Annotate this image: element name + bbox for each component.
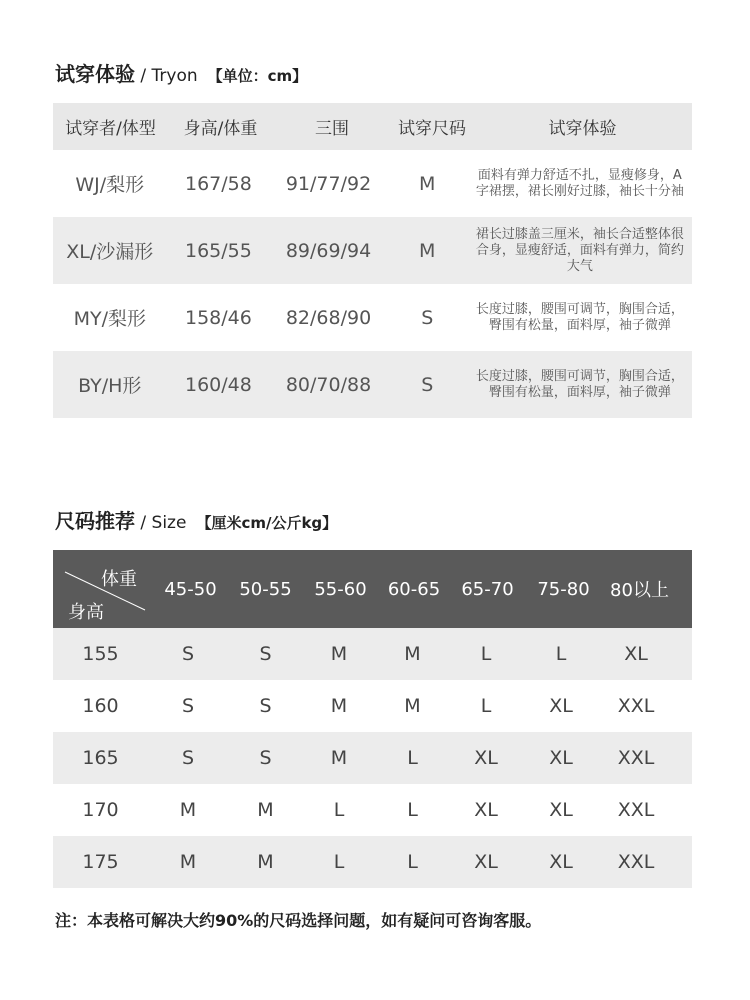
weight-range: 65-70 [461,578,514,600]
size-cell: M [404,643,421,665]
tryon-measurements: 91/77/92 [285,172,372,195]
tryon-header-measurements: 三围 [315,119,349,139]
size-cell: M [257,799,274,821]
size-row [53,732,692,784]
size-cell: L [407,851,418,873]
tryon-header-experience: 试穿体验 [548,119,617,139]
row-height: 155 [82,643,119,665]
size-cell: M [330,643,348,665]
row-height: 170 [82,799,119,821]
tryon-size: M [419,239,436,262]
tryon-row [53,351,692,418]
weight-range: 60-65 [387,578,441,600]
weight-range: 50-55 [239,578,292,600]
tryon-height-weight: 167/58 [184,172,252,195]
size-section-title [55,505,337,534]
tryon-measurements: 80/70/88 [285,373,372,396]
tryon-person: WJ/梨形 [75,174,145,196]
tryon-note: 长度过膝，腰围可调节，胸围合适，臀围有松量，面料厚，袖子微弹 [475,368,684,400]
size-cell: M [179,799,197,821]
footnote: 注：本表格可解决大约90%的尺码选择问题，如有疑问可咨询客服。 [55,911,542,930]
size-cell: XL [549,851,573,873]
size-cell: XL [549,695,573,717]
tryon-subtitle: / Tryon [135,66,198,86]
size-cell: S [259,695,272,717]
size-row [53,680,692,732]
tryon-note: 裙长过膝盖三厘米，袖长合适整体很合身，显瘦舒适，面料有弹力，简约大气 [475,226,684,274]
size-cell: S [259,643,272,665]
weight-range: 80以上 [610,580,669,601]
corner-weight-label: 体重 [101,569,137,590]
size-cell: S [259,747,272,769]
size-cell: L [407,799,418,821]
tryon-height-weight: 160/48 [184,373,252,396]
tryon-size: M [419,172,436,195]
tryon-size: S [421,306,434,329]
size-cell: M [330,747,348,769]
tryon-height-weight: 158/46 [184,306,252,329]
tryon-row [53,217,692,284]
size-cell: M [404,695,421,717]
corner-height-label: 身高 [68,602,104,623]
weight-range: 55-60 [314,578,367,600]
size-cell: XL [549,747,573,769]
size-header-row [53,550,692,628]
size-cell: L [333,851,345,873]
row-height: 165 [82,747,119,769]
size-cell: XL [474,851,498,873]
size-cell: L [480,643,492,665]
tryon-size: S [421,373,434,396]
size-unit: 【厘米cm/公斤kg】 [196,514,338,532]
size-title: 尺码推荐 [55,509,135,533]
tryon-row [53,150,692,217]
row-height: 160 [82,695,119,717]
size-cell: L [407,747,418,769]
size-cell: XL [549,799,573,821]
size-cell: M [330,695,348,717]
tryon-height-weight: 165/55 [184,239,252,262]
tryon-header-size: 试穿尺码 [398,119,466,139]
row-height: 175 [82,851,119,873]
tryon-person: BY/H形 [78,375,142,397]
size-table [53,550,692,888]
size-subtitle: / Size [135,513,187,533]
size-cell: S [181,695,195,717]
tryon-section-title [55,58,307,87]
tryon-note: 面料有弹力舒适不扎，显瘦修身，A字裙摆，裙长刚好过膝，袖长十分袖 [475,167,684,199]
size-row [53,836,692,888]
size-cell: XXL [617,799,655,821]
tryon-header-row [53,103,692,150]
size-cell: M [179,851,197,873]
size-cell: XL [474,747,498,769]
tryon-unit: 【单位：cm】 [207,67,308,85]
size-cell: L [480,695,492,717]
size-cell: L [333,799,345,821]
size-cell: XL [624,643,648,665]
tryon-note: 长度过膝，腰围可调节，胸围合适，臀围有松量，面料厚，袖子微弹 [475,301,684,333]
weight-range: 45-50 [164,578,217,600]
size-corner-cell [53,550,153,628]
size-cell: S [181,643,195,665]
size-cell: L [555,643,567,665]
tryon-person: XL/沙漏形 [66,241,154,263]
size-cell: XXL [617,747,655,769]
tryon-person: MY/梨形 [73,308,146,330]
tryon-measurements: 89/69/94 [285,239,372,262]
weight-range: 75-80 [537,578,590,600]
tryon-measurements: 82/68/90 [285,306,372,329]
size-row [53,628,692,680]
size-cell: XXL [617,695,655,717]
size-cell: XL [474,799,498,821]
tryon-title: 试穿体验 [55,62,135,86]
tryon-row [53,284,692,351]
tryon-table [53,103,692,418]
size-cell: M [257,851,274,873]
size-row [53,784,692,836]
tryon-header-person: 试穿者/体型 [65,119,156,139]
size-cell: XXL [617,851,655,873]
tryon-header-height-weight: 身高/体重 [183,119,258,139]
size-cell: S [181,747,195,769]
